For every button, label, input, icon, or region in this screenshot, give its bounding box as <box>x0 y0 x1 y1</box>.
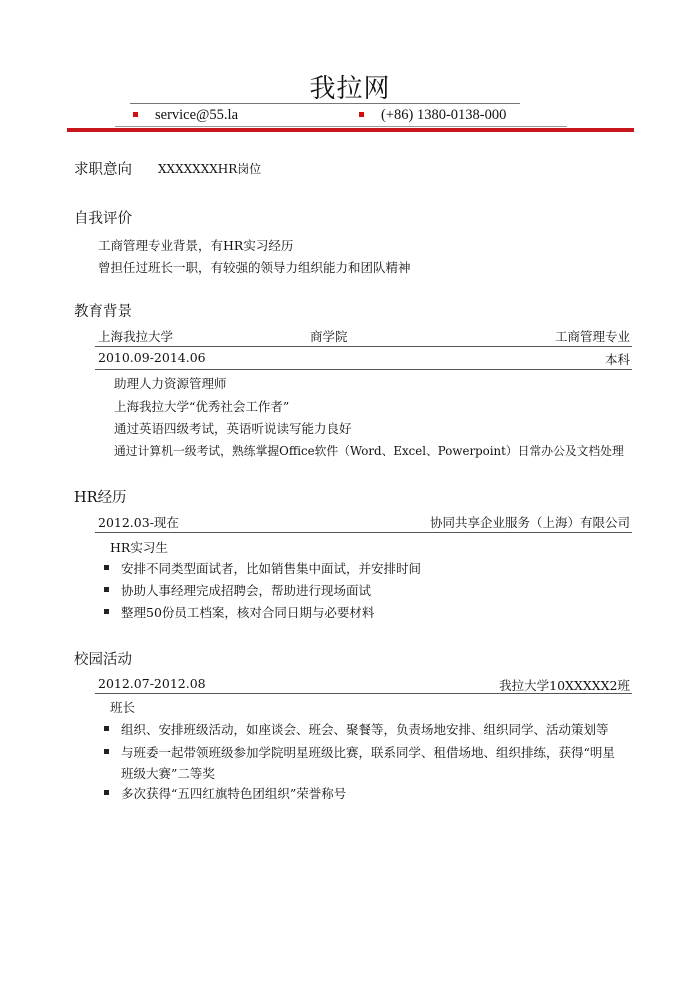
bullet-icon <box>359 112 364 117</box>
education-degree: 本科 <box>604 352 630 367</box>
objective-value: XXXXXXXHR岗位 <box>158 162 262 176</box>
self-eval-line-2: 曾担任过班长一职，有较强的领导力组织能力和团队精神 <box>98 260 411 275</box>
title-divider <box>130 103 520 104</box>
education-item-3: 通过英语四级考试，英语听说读写能力良好 <box>114 421 352 436</box>
section-title-hr: HR经历 <box>74 490 127 506</box>
contact-divider <box>115 126 567 127</box>
email-item <box>133 107 238 124</box>
campus-bullet-1: 组织、安排班级活动，如座谈会、班会、聚餐等，负责场地安排、组织同学、活动策划等 <box>121 722 609 737</box>
education-major: 工商管理专业 <box>554 329 630 344</box>
education-divider-2 <box>95 369 632 370</box>
email-text: service@55.la <box>155 107 238 123</box>
education-college: 商学院 <box>310 329 348 344</box>
objective-label: 求职意向 <box>74 162 132 178</box>
education-item-4: 通过计算机一级考试，熟练掌握Office软件（Word、Excel、Powerpoint）日常办公及文档处理 <box>114 444 624 458</box>
education-period: 2010.09-2014.06 <box>98 350 206 365</box>
education-item-2: 上海我拉大学“优秀社会工作者” <box>114 399 290 414</box>
campus-bullet-2-continuation: 班级大赛”二等奖 <box>121 766 215 781</box>
hr-divider <box>95 532 632 533</box>
hr-bullet-2: 协助人事经理完成招聘会，帮助进行现场面试 <box>121 583 372 598</box>
section-title-campus: 校园活动 <box>74 652 132 668</box>
education-school: 上海我拉大学 <box>98 329 174 344</box>
hr-role: HR实习生 <box>110 540 168 555</box>
hr-period: 2012.03-现在 <box>98 515 179 530</box>
hr-bullet-1: 安排不同类型面试者，比如销售集中面试，并安排时间 <box>121 561 422 576</box>
self-eval-line-1: 工商管理专业背景，有HR实习经历 <box>98 238 294 253</box>
resume-name: 我拉网 <box>309 74 391 104</box>
hr-bullet-3: 整理50份员工档案，核对合同日期与必要材料 <box>121 605 375 620</box>
phone-item <box>359 107 506 124</box>
hr-company: 协同共享企业服务（上海）有限公司 <box>429 515 630 530</box>
bullet-icon <box>133 112 138 117</box>
campus-divider <box>95 693 632 694</box>
section-title-education: 教育背景 <box>74 304 132 320</box>
phone-text: (+86) 1380-0138-000 <box>381 107 507 123</box>
campus-bullet-3: 多次获得“五四红旗特色团组织”荣誉称号 <box>121 786 347 801</box>
campus-bullet-2: 与班委一起带领班级参加学院明星班级比赛，联系同学、租借场地、组织排练，获得“明星 <box>121 745 615 760</box>
education-divider-1 <box>95 346 632 347</box>
campus-org: 我拉大学10XXXXX2班 <box>499 678 630 693</box>
campus-role: 班长 <box>110 700 136 715</box>
section-title-self-eval: 自我评价 <box>74 211 132 227</box>
education-item-1: 助理人力资源管理师 <box>114 376 227 391</box>
campus-period: 2012.07-2012.08 <box>98 676 206 691</box>
header-accent-bar <box>67 128 634 132</box>
